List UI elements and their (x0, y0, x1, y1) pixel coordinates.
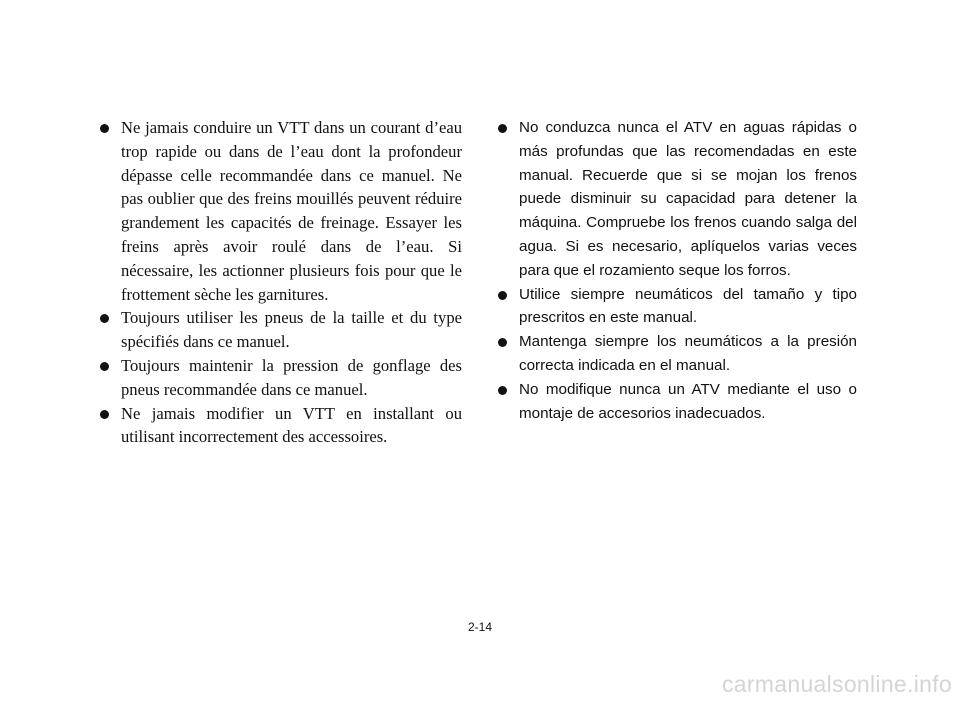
french-bullet-list (99, 116, 462, 449)
page-number: 2-14 (467, 620, 493, 634)
french-item-text: Ne jamais conduire un VTT dans un courant d’eau trop rapide ou dans de l’eau dont la profondeur dépasse celle recommandée dans ce manuel. Ne pas oublier que des freins mouillés peuvent réduire grandement les capacités de freinage. Essayer les freins après avoir roulé dans de l’eau. Si nécessaire, les actionner plusieurs fois pour que le frottement sèche les garnitures. (121, 118, 462, 304)
french-item-tire-pressure (99, 354, 462, 402)
french-item-text: Toujours maintenir la pression de gonflage des pneus recommandée dans ce manuel. (121, 355, 462, 399)
bullet-icon (498, 124, 507, 133)
bullet-icon (498, 338, 507, 347)
bullet-icon (100, 362, 109, 371)
french-column (99, 116, 462, 449)
spanish-item-tire-size (497, 283, 857, 331)
french-item-tire-size (99, 306, 462, 354)
spanish-item-text: No conduzca nunca el ATV en aguas rápidas o más profundas que las recomendadas en este manual. Recuerde que si se mojan los frenos puede disminuir su capacidad para detener la máquina. Compruebe los frenos cuando salga del agua. Si es necesario, aplíquelos varias veces para que el rozamiento seque los forros. (519, 119, 857, 279)
spanish-column (497, 116, 857, 425)
bullet-icon (100, 124, 109, 133)
watermark-text: carmanualsonline.info (721, 671, 952, 697)
spanish-item-text: Mantenga siempre los neumáticos a la presión correcta indicada en el manual. (519, 333, 857, 374)
bullet-icon (100, 314, 109, 323)
french-item-text: Toujours utiliser les pneus de la taille et du type spécifiés dans ce manuel. (121, 308, 462, 352)
spanish-bullet-list (497, 116, 857, 425)
spanish-item-water (497, 116, 857, 283)
french-item-water (99, 116, 462, 306)
bullet-icon (498, 386, 507, 395)
spanish-item-text: No modifique nunca un ATV mediante el uso o montaje de accesorios inadecuados. (519, 380, 857, 422)
spanish-item-tire-pressure (497, 330, 857, 378)
bullet-icon (498, 291, 507, 300)
bullet-icon (100, 410, 109, 419)
spanish-item-text: Utilice siempre neumáticos del tamaño y tipo prescritos en este manual. (519, 285, 857, 327)
spanish-item-accessories (497, 378, 857, 426)
french-item-text: Ne jamais modifier un VTT en installant ou utilisant incorrectement des accessoires. (121, 403, 462, 447)
french-item-accessories (99, 402, 462, 450)
